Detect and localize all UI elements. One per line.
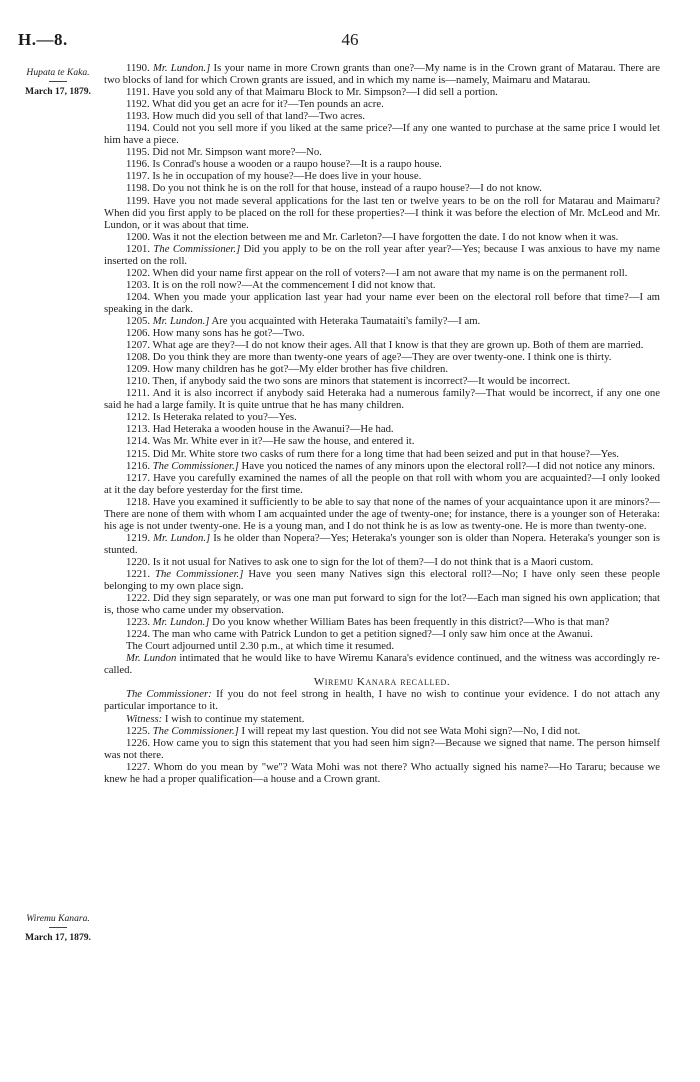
testimony-paragraph	[104, 267, 660, 279]
margin-witness-name: Wiremu Kanara.	[26, 913, 90, 924]
question-number: 1216.	[126, 459, 151, 472]
testimony-paragraph	[104, 62, 660, 86]
speaker-label: The Commissioner.]	[152, 724, 239, 737]
page-number: 46	[341, 30, 359, 49]
question-number: 1224.	[126, 628, 151, 641]
document-reference: H.—8.	[18, 30, 68, 49]
testimony-block-2	[104, 688, 660, 784]
speaker-label: Mr. Lundon.]	[152, 62, 211, 74]
testimony-paragraph	[104, 628, 660, 640]
testimony-paragraph	[104, 231, 660, 243]
speaker-label: Mr. Lundon	[126, 652, 177, 665]
paragraph-text: Is it not usual for Natives to ask one to sign for the lot of them?—I do not think that is a Maori custom.	[152, 555, 594, 568]
margin-witness-name: Hupata te Kaka.	[26, 67, 90, 78]
testimony-paragraph	[104, 761, 660, 785]
paragraph-text: What age are they?—I do not know their ages. All that I know is that they are grown up. Both of them are married.	[152, 339, 644, 352]
question-number: 1218.	[126, 495, 151, 508]
testimony-paragraph	[104, 725, 660, 737]
speaker-label: The Commissioner.]	[155, 567, 244, 580]
question-number: 1219.	[126, 531, 151, 544]
testimony-paragraph	[104, 315, 660, 327]
testimony-paragraph	[104, 110, 660, 122]
paragraph-text: Do you know whether William Bates has been frequently in this district?—Who is that man?	[209, 616, 610, 629]
paragraph-text: Did Mr. White store two casks of rum there for a long time that had been seized and put in that house?—Yes.	[152, 447, 619, 460]
paragraph-text: Have you sold any of that Maimaru Block to Mr. Simpson?—I did sell a portion.	[152, 86, 498, 99]
question-number: 1226.	[126, 736, 151, 749]
question-number: 1203.	[126, 278, 151, 291]
speaker-label: The Commissioner.]	[152, 459, 239, 472]
question-number: 1212.	[126, 411, 151, 424]
question-number: 1222.	[126, 592, 151, 605]
margin-date: March 17, 1879.	[25, 86, 91, 97]
paragraph-text: Is Heteraka related to you?—Yes.	[152, 411, 297, 424]
question-number: 1213.	[126, 423, 151, 436]
testimony-paragraph	[104, 435, 660, 447]
paragraph-text: Is he older than Nopera?—Yes; Heteraka's younger son is older than Nopera. Heteraka's younger son is stunted.	[104, 531, 660, 556]
paragraph-text: Have you not made several applications for the last ten or twelve years to be on the roll for Matarau and Maimaru? When did you first apply to be placed on the roll for these properties?—I think it was before the election of Mr. McLeod and Mr. Lundon, or it was about that time.	[104, 194, 661, 231]
testimony-paragraph	[104, 532, 660, 556]
testimony-paragraph	[104, 170, 660, 182]
recall-heading: Wiremu Kanara recalled.	[313, 676, 451, 689]
paragraph-text: Had Heteraka a wooden house in the Awanui?—He had.	[152, 423, 394, 436]
testimony-paragraph	[104, 339, 660, 351]
paragraph-text: Then, if anybody said the two sons are minors that statement is incorrect?—It would be incorrect.	[152, 375, 571, 388]
paragraph-text: Was it not the election between me and Mr. Carleton?—I have forgotten the date. I do not know when it was.	[152, 230, 619, 243]
question-number: 1207.	[126, 339, 151, 352]
paragraph-text: Is Conrad's house a wooden or a raupo house?—It is a raupo house.	[152, 158, 442, 171]
testimony-paragraph	[104, 146, 660, 158]
testimony-paragraph	[104, 122, 660, 146]
question-number: 1199.	[126, 194, 150, 207]
testimony-paragraph	[104, 496, 660, 532]
testimony-paragraph	[104, 375, 660, 387]
question-number: 1214.	[126, 435, 151, 448]
question-number: 1202.	[126, 266, 151, 279]
testimony-paragraph	[104, 98, 660, 110]
paragraph-text: Have you carefully examined the names of all the people on that roll with whom you are acquainted?—I only looked at it the day before yesterday for the first time.	[104, 471, 661, 496]
testimony-paragraph	[104, 411, 660, 423]
question-number: 1190.	[126, 62, 150, 74]
question-number: 1205.	[126, 314, 151, 327]
question-number: 1194.	[126, 122, 150, 135]
paragraph-text: Is your name in more Crown grants than one?—My name is in the Crown grant of Matarau. There are two blocks of land for which Crown grants are issued, and in which my name is—namely, Maimaru and Matarau.	[104, 62, 661, 87]
testimony-paragraph	[104, 448, 660, 460]
paragraph-text: Are you acquainted with Heteraka Taumataiti's family?—I am.	[209, 314, 481, 327]
testimony-body	[104, 62, 660, 785]
adjournment-note: The Court adjourned until 2.30 p.m., at which time it resumed.	[126, 640, 395, 653]
testimony-paragraph	[104, 279, 660, 291]
paragraph-text: Have you seen many Natives sign this electoral roll?—No; I have only seen these people belonging to my own place sign.	[104, 567, 661, 593]
paragraph-text: Did you apply to be on the roll year after year?—Yes; because I was anxious to have my name inserted on the roll.	[104, 242, 660, 267]
paragraph-text: How came you to sign this statement that you had seen him sign?—Because we signed that name. The person himself was not there.	[104, 736, 661, 761]
recall-note-text: intimated that he would like to have Wiremu Kanara's evidence continued, and the witness was accordingly re-called.	[104, 652, 660, 677]
testimony-paragraph	[104, 387, 660, 411]
paragraph-text: Could not you sell more if you liked at the same price?—If any one wanted to purchase at the same price I would let him have a piece.	[104, 122, 660, 147]
question-number: 1195.	[126, 146, 150, 159]
margin-rule	[49, 81, 67, 82]
testimony-paragraph	[104, 158, 660, 170]
paragraph-text: Did not Mr. Simpson want more?—No.	[152, 146, 322, 159]
paragraph-text: Is he in occupation of my house?—He does live in your house.	[152, 170, 422, 183]
paragraph-text: When did your name first appear on the roll of voters?—I am not aware that my name is on the permanent roll.	[152, 266, 628, 279]
speaker-label: The Commissioner:	[126, 688, 212, 701]
margin-note-2	[12, 912, 104, 944]
testimony-paragraph	[104, 351, 660, 363]
testimony-paragraph	[104, 363, 660, 375]
paragraph-text: And it is also incorrect if anybody said Heteraka had a numerous family?—That would be incorrect, if any one one said he had a large family. It is quite untrue that he has many children.	[104, 387, 660, 412]
question-number: 1227.	[126, 760, 151, 773]
paragraph-text: Have you examined it sufficiently to be able to say that none of the names of your acquaintance upon it are minors?—There are none of them with whom I am acquainted under the age of twenty-one; for instance, there is a younger son of Heteraka: his age is not under twenty-one. He is a young man, and I do not think he is as low as twenty-one. He is more than twenty-one.	[104, 495, 660, 532]
testimony-paragraph	[104, 195, 660, 231]
testimony-paragraph	[104, 556, 660, 568]
question-number: 1220.	[126, 555, 151, 568]
speaker-label: Witness:	[126, 712, 163, 725]
speaker-label: Mr. Lundon.]	[153, 531, 211, 544]
paragraph-text: Was Mr. White ever in it?—He saw the house, and entered it.	[152, 435, 415, 448]
paragraph-text: How many children has he got?—My elder brother has five children.	[152, 363, 449, 376]
question-number: 1223.	[126, 616, 151, 629]
question-number: 1210.	[126, 375, 151, 388]
paragraph-text: I wish to continue my statement.	[162, 712, 305, 725]
question-number: 1206.	[126, 327, 151, 340]
question-number: 1193.	[126, 110, 150, 123]
testimony-paragraph	[104, 713, 660, 725]
paragraph-text: The man who came with Patrick Lundon to get a petition signed?—I only saw him once at the Awanui.	[152, 628, 593, 641]
paragraph-text: Have you noticed the names of any minors upon the electoral roll?—I did not notice any minors.	[238, 459, 655, 472]
question-number: 1198.	[126, 182, 150, 195]
paragraph-text: How much did you sell of that land?—Two acres.	[152, 110, 365, 123]
question-number: 1225.	[126, 724, 151, 737]
testimony-paragraph	[104, 182, 660, 194]
recall-note	[104, 652, 660, 676]
question-number: 1211.	[126, 387, 150, 400]
margin-date: March 17, 1879.	[25, 932, 91, 943]
question-number: 1196.	[126, 158, 150, 171]
speaker-label: Mr. Lundon.]	[152, 314, 210, 327]
testimony-paragraph	[104, 86, 660, 98]
paragraph-text: If you do not feel strong in health, I have no wish to continue your evidence. I do not attach any particular importance to it.	[104, 688, 660, 713]
paragraph-text: Whom do you mean by "we"? Wata Mohi was not there? Who actually signed his name?—Ho Tararu; because we knew he had a proper qualification—a house and a Crown grant.	[104, 760, 660, 785]
speaker-label: Mr. Lundon.]	[152, 616, 210, 629]
testimony-block-1	[104, 62, 660, 640]
testimony-paragraph	[104, 737, 660, 761]
paragraph-text: I will repeat my last question. You did not see Wata Mohi sign?—No, I did not.	[238, 724, 581, 737]
speaker-label: The Commissioner.]	[153, 242, 241, 255]
margin-rule	[49, 927, 67, 928]
testimony-paragraph	[104, 616, 660, 628]
testimony-paragraph	[104, 472, 660, 496]
question-number: 1209.	[126, 363, 151, 376]
paragraph-text: When you made your application last year had your name ever been on the electoral roll before that time?—I am speaking in the dark.	[104, 290, 660, 315]
question-number: 1204.	[126, 290, 151, 303]
question-number: 1201.	[126, 242, 151, 255]
paragraph-text: Did they sign separately, or was one man put forward to sign for the lot?—Each man signed his own application; that is, those who came under my observation.	[104, 592, 661, 617]
testimony-paragraph	[104, 423, 660, 435]
testimony-paragraph	[104, 327, 660, 339]
testimony-paragraph	[104, 592, 660, 616]
testimony-paragraph	[104, 460, 660, 472]
question-number: 1192.	[126, 98, 150, 111]
paragraph-text: What did you get an acre for it?—Ten pounds an acre.	[152, 98, 384, 111]
testimony-paragraph	[104, 291, 660, 315]
paragraph-text: Do you not think he is on the roll for that house, instead of a raupo house?—I do not know.	[152, 182, 542, 195]
question-number: 1197.	[126, 170, 150, 183]
question-number: 1191.	[126, 86, 150, 99]
testimony-paragraph	[104, 688, 660, 712]
testimony-paragraph	[104, 568, 660, 592]
paragraph-text: Do you think they are more than twenty-one years of age?—They are over twenty-one. I think one is thirty.	[152, 351, 612, 364]
question-number: 1215.	[126, 447, 151, 460]
page-header	[18, 30, 682, 52]
question-number: 1217.	[126, 471, 151, 484]
question-number: 1221.	[126, 567, 151, 580]
paragraph-text: How many sons has he got?—Two.	[152, 327, 305, 340]
question-number: 1200.	[126, 230, 151, 243]
margin-note-1	[12, 66, 104, 98]
testimony-paragraph	[104, 243, 660, 267]
paragraph-text: It is on the roll now?—At the commencement I did not know that.	[152, 278, 436, 291]
question-number: 1208.	[126, 351, 151, 364]
